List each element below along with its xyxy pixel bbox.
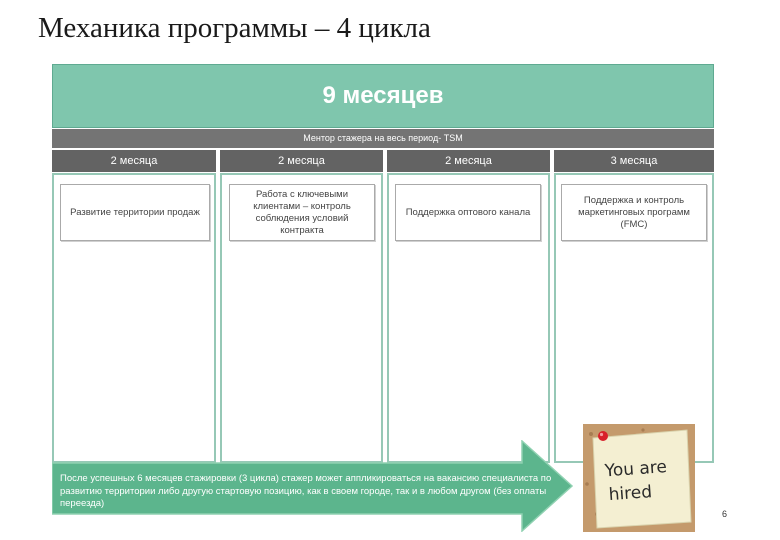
- duration-banner: [52, 64, 714, 128]
- you-are-hired-note: [583, 424, 695, 532]
- page-title: Механика программы – 4 цикла: [38, 12, 431, 44]
- cycle-duration-4: 3 месяца: [554, 150, 714, 172]
- cycle-task-3: Поддержка оптового канала: [395, 184, 541, 241]
- cycle-task-4: Поддержка и контроль маркетинговых программ (FMC): [561, 184, 707, 241]
- duration-banner-label: 9 месяцев: [322, 82, 444, 109]
- mentor-bar: Ментор стажера на весь период- TSM: [52, 129, 714, 148]
- cycle-duration-3: 2 месяца: [387, 150, 550, 172]
- cycle-task-2: Работа с ключевыми клиентами – контроль соблюдения условий контракта: [229, 184, 375, 241]
- footer-note: После успешных 6 месяцев стажировки (3 цикла) стажер может аппликироваться на вакансию специалиста по развитию территории либо другую стартовую позицию, как в своем городе, так и в любом другом (без оплаты переезда): [60, 473, 552, 509]
- cycle-duration-1: 2 месяца: [52, 150, 216, 172]
- cycle-task-1: Развитие территории продаж: [60, 184, 210, 241]
- note-line-2: hired: [608, 482, 653, 506]
- note-line-1: You are: [604, 457, 668, 482]
- cycle-duration-2: 2 месяца: [220, 150, 383, 172]
- page-number: 6: [722, 509, 728, 519]
